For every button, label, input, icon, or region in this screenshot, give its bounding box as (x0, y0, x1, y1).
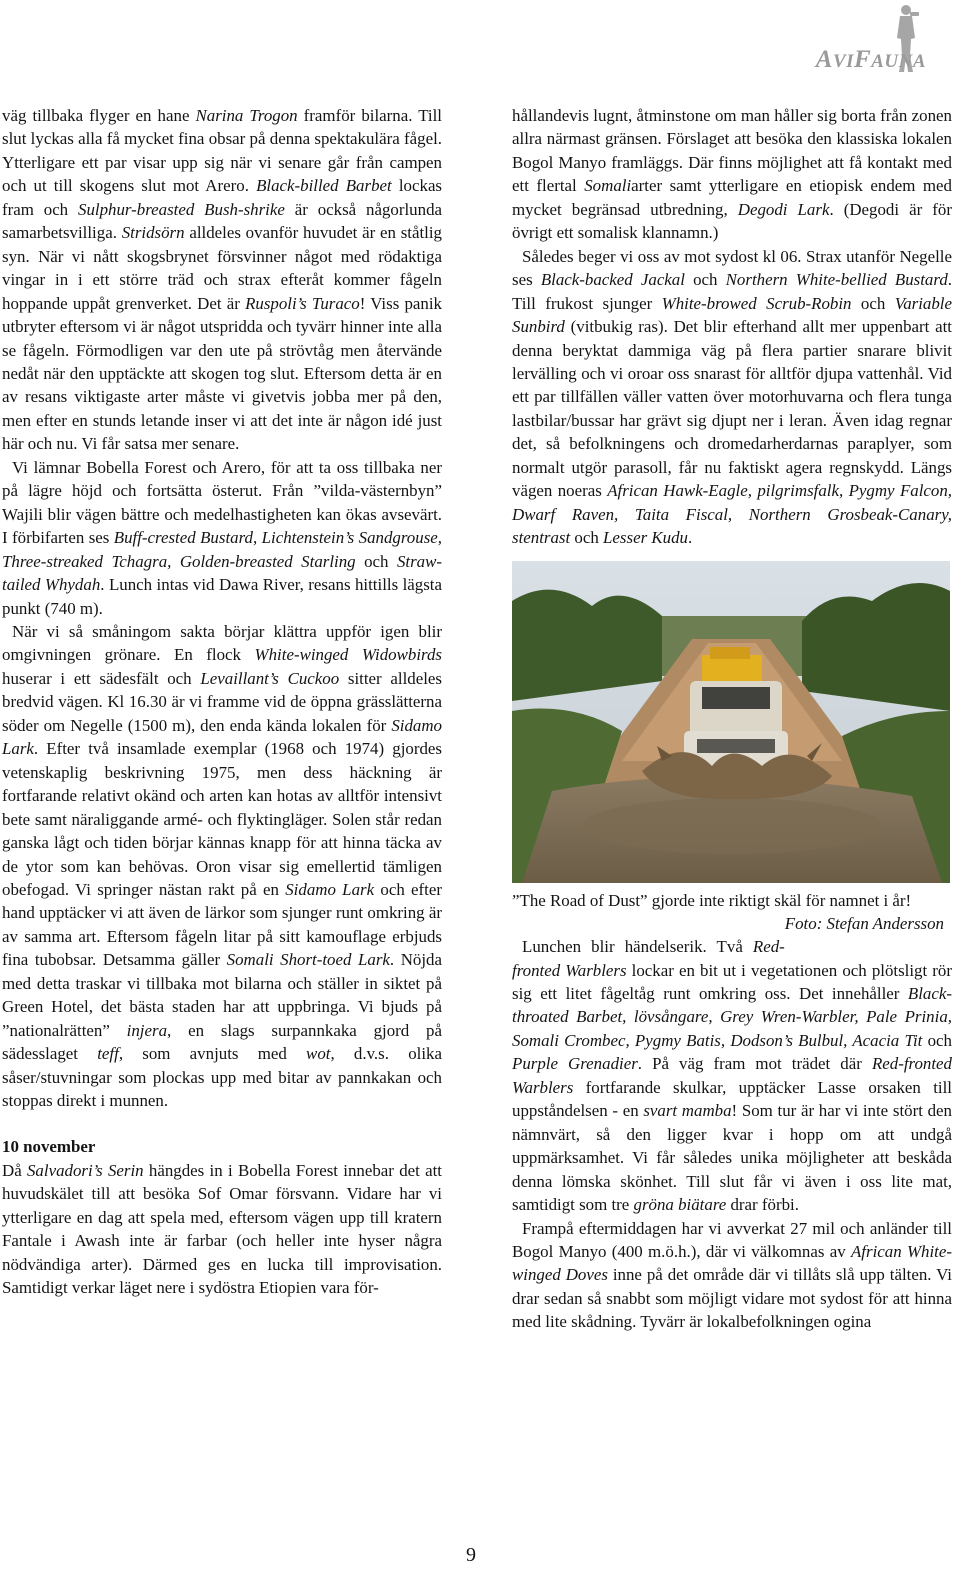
left-paragraph-1 (2, 104, 442, 456)
right-paragraph-1 (512, 104, 952, 245)
left-paragraph-2 (2, 456, 442, 620)
text-run: lockas fram och (2, 176, 443, 219)
italic-run: Black-backed Jackal (540, 270, 685, 290)
text-run: och (355, 551, 397, 571)
italic-run: injera (126, 1020, 168, 1040)
text-run: huserar i ett sädesfält och (2, 668, 201, 688)
text-run: ! Som tur är har vi inte stört den nämnvärt, så den ligger kvar i hopp om att undgå uppmärksamhet. Vi får således unika möjligheter att beskåda denna lömska skönhet. Till slut får vi även i oss lite mat, samtidigt som tre (512, 1101, 952, 1215)
text-run: Lunchen blir händelserik. Två (522, 937, 753, 957)
text-run: sitter alldeles bredvid vägen. Kl 16.30 är vi framme vid de öppna grässlätterna söder om Negelle (1500 m), den enda kända lokalen för (2, 668, 442, 735)
italic-run: African White-winged Doves (512, 1241, 952, 1285)
italic-run: Variable Sunbird (512, 293, 952, 337)
text-run: och (570, 528, 604, 548)
italic-run: gröna biätare (633, 1195, 727, 1215)
avifauna-logo (760, 2, 956, 74)
text-run: arter samt ytterligare en etiopisk endem med mycket begränsad utbredning, (512, 176, 952, 219)
italic-run: Red-fronted Warblers (512, 937, 785, 980)
text-run: Frampå eftermiddagen har vi avverkat 27 mil och anländer till Bogol Manyo (400 m.ö.h.), där vi välkomnas av (512, 1218, 952, 1261)
text-run: ! Viss panik utbryter eftersom vi är något utspridda och tyvärr hinner inte alla se fågeln. Förmodligen var den ute på strövtåg men återvände nedåt när den upptäckte att skogen tog slut. Eftersom detta är en av resans viktigaste arter måste vi givetvis jobba mer på den, men efter en stunds letande inser vi att det inte är någon idé just här och nu. Vi får satsa mer senare. (2, 293, 442, 454)
italic-run: Levaillant’s Cuckoo (200, 668, 340, 688)
text-run: Således beger vi oss av mot sydost kl 06. Strax utanför Negelle ses (512, 246, 952, 290)
text-run: lockar en bit ut i vegetationen och plötsligt rör sig ett litet fågeltåg runt omkring oss. Det innehåller (512, 960, 952, 1003)
italic-run: wot (306, 1044, 331, 1064)
text-run: och (851, 293, 895, 313)
photo-credit: Foto: Stefan Andersson (784, 914, 944, 934)
italic-run: White-winged Widowbirds (254, 645, 442, 665)
section-heading-date: 10 november (2, 1137, 96, 1157)
italic-run: Somali (584, 176, 632, 196)
text-run: Då (2, 1160, 27, 1180)
right-paragraph-4 (512, 1217, 952, 1334)
italic-run: Black-throated Barbet, lövsångare, Grey Wren-Warbler, Pale Prinia, Somali Crombec, Pygmy Batis, Dodson’s Bulbul, Acacia Tit (512, 983, 952, 1050)
text-run: och (922, 1030, 952, 1050)
text-run: . (687, 528, 693, 548)
italic-run: Sulphur-breasted Bush-shrike (78, 199, 285, 219)
left-paragraph-3 (2, 620, 442, 1113)
road-photo-image (512, 561, 950, 883)
text-run: När vi så småningom sakta börjar klättra uppför igen blir omgivningen grönare. En flock (2, 621, 442, 665)
text-run: väg tillbaka flyger en hane (2, 106, 196, 125)
text-run: är också någorlunda samarbetsvilliga. (2, 199, 443, 243)
text-run: , en slags surpannkaka gjord på sädesslaget (2, 1020, 443, 1064)
italic-run: Narina Trogon (195, 106, 298, 125)
italic-run: svart mamba (643, 1101, 732, 1121)
left-column (2, 104, 442, 1300)
right-paragraph-3 (512, 935, 952, 1216)
text-run: inne på det område där vi tillåts slå upp tälten. Vi drar sedan så snabbt som möjligt vidare mot sydost för att hinna med lite skådning. Tyvärr är lokalbefolkningen ogina (512, 1265, 952, 1332)
text-run: och efter hand upptäcker vi att även de lärkor som sjunger runt omkring är av samma art. Eftersom fågeln litar på sitt kamouflage erbjuds fina tubobsar. Detsamma gäller (2, 879, 442, 970)
italic-run: Black-billed Barbet (256, 176, 392, 196)
italic-run: Degodi Lark (737, 199, 830, 219)
text-run: . Till frukost sjunger (512, 270, 952, 313)
right-paragraph-2 (512, 245, 952, 550)
italic-run: Red-fronted Warblers (512, 1054, 952, 1097)
text-run: framför bilarna. Till slut lyckas alla få mycket fina obsar på denna spektakulära fågel. Ytterligare ett par visar upp sig när vi senare går från campen och ut till skogens slut mot Arero. (2, 106, 442, 196)
text-run: Vi lämnar Bobella Forest och Arero, för att ta oss tillbaka ner på lägre höjd och fortsätta österut. Från ”vilda-västernbyn” Wajili blir vägen bättre och medelhastigheten kan ökas avsevärt. I förbifarten ses (2, 457, 442, 548)
caption-text: ”The Road of Dust” gjorde inte riktigt skäl för namnet i år! (512, 890, 912, 910)
text-run: hållandevis lugnt, åtminstone om man håller sig borta från zonen allra närmast gränsen. Förslaget att besöka den klassiska lokalen Bogol Manyo framläggs. Där finns möjlighet att få kontakt med ett flertal (512, 106, 952, 196)
italic-run: Ruspoli’s Turaco (245, 293, 360, 313)
italic-run: Somali Short-toed Lark (226, 950, 390, 970)
photo-caption (512, 889, 952, 934)
text-run: hängdes in i Bobella Forest innebar det att huvudskälet till att besöka Sof Omar försvann. Vidare har vi ytterligare en dag att spela med, eftersom vägen upp till kratern Fantale i Awash inte är farbar (och heller inte hyser några nödvändiga arter). Därmed ges en lucka till improvisation. Samtidigt verkar läget nere i sydöstra Etiopien vara för- (2, 1160, 442, 1298)
italic-run: Salvadori’s Serin (26, 1160, 144, 1180)
italic-run: Northern White-bellied Bustard (725, 270, 948, 290)
text-run: . Efter två insamlade exemplar (1968 och 1974) gjordes vetenskaplig beskrivning 1975, men dess häckning är fortfarande relativt okänd och arten kan hotas av alltför intensivt bete samt näraliggande armé- och flyktingläger. Solen står redan ganska lågt och tiden börjar kännas knapp för att hinna täcka av de ytor som kan behövas. Oron visar sig emellertid tämligen obefogad. Vi springer nästan rakt på en (2, 739, 442, 899)
text-run: . (Degodi är för övrigt ett somalisk klannamn.) (512, 199, 952, 243)
road-photo (512, 561, 950, 883)
italic-run: teff (97, 1044, 119, 1064)
italic-run: Stridsörn (121, 223, 185, 243)
text-run: (vitbukig ras). Det blir efterhand allt mer uppenbart att denna beryktat dammiga väg på flera partier snarare blivit lervälling och vi oroar oss snarast för alltför djupa vattenhål. Vid ett par tillfällen väller vatten över motorhuvarna och flera tunga lastbilar/bussar har grävt sig djupt ner i leran. Även idag regnar det, så befolkningens och dromedarherdarnas paraplyer, som normalt utgör parasoll, får nu faktiskt agera regnskydd. Längs vägen noeras (512, 317, 952, 501)
italic-run: Sidamo Lark (2, 715, 442, 759)
italic-run: White-browed Scrub-Robin (661, 293, 852, 313)
text-run: , som avnjuts med (118, 1044, 307, 1064)
text-run: . Lunch intas vid Dawa River, resans hittills lägsta punkt (740 m). (2, 575, 442, 618)
italic-run: Sidamo Lark (285, 879, 375, 899)
page-number: 9 (466, 1544, 476, 1566)
text-run: , d.v.s. olika såser/stuvningar som plockas upp med bitar av pannkakan och stoppas direkt i munnen. (2, 1044, 442, 1111)
italic-run: Buff-crested Bustard, Lichtenstein’s Sandgrouse, Three-streaked Tchagra, Golden-breasted Starling (2, 528, 442, 571)
italic-run: African Hawk-Eagle, pilgrimsfalk, Pygmy Falcon, Dwarf Raven, Taita Fiscal, Northern Grosbeak-Canary, stentrast (512, 481, 953, 548)
italic-run: Straw-tailed Whydah (2, 551, 442, 595)
italic-run: Purple Grenadier (512, 1054, 638, 1074)
left-paragraph-4 (2, 1159, 442, 1300)
right-column (512, 104, 952, 1334)
italic-run: Lesser Kudu (603, 528, 688, 548)
text-run: fortfarande skulkar, upptäcker Lasse orsaken till uppståndelsen - en (512, 1077, 952, 1121)
text-run: . Nöjda med detta traskar vi tillbaka mot bilarna och ställer in siktet på Green Hotel, det bästa staden har att uppbringa. Vi bjuds på ”nationalrätten” (2, 950, 442, 1040)
text-run: och (684, 270, 726, 290)
logo-wordmark: AVIFAUNA (815, 46, 926, 73)
text-run: alldeles ovanför huvudet är en ståtlig syn. När vi nått skogsbrynet försvinner något med rödaktiga vingar in i ett större träd och strax efteråt kommer fågeln hoppande uppåt grenverket. Det är (2, 223, 442, 313)
paragraph-gap (2, 1112, 442, 1135)
text-run: drar förbi. (726, 1195, 799, 1215)
text-run: . På väg fram mot trädet där (637, 1054, 872, 1074)
